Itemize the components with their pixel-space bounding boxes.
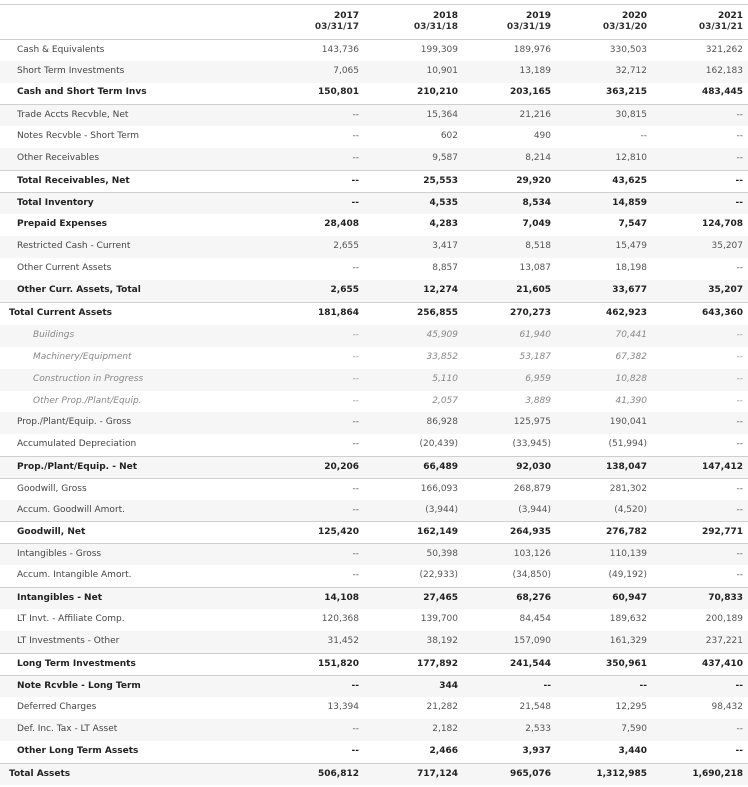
column-year: 2020 [621, 11, 647, 21]
cell-value: 276,782 [606, 527, 647, 537]
cell-value: 965,076 [510, 769, 551, 779]
cell-value: 643,360 [702, 308, 743, 318]
table-row [0, 741, 748, 763]
cell-value: 256,855 [417, 308, 458, 318]
column-header-2018 [358, 11, 458, 33]
cell-value: 50,398 [426, 549, 458, 559]
cell-value: 5,110 [432, 374, 458, 384]
table-row [0, 192, 748, 214]
cell-value: 462,923 [606, 308, 647, 318]
cell-value: 124,708 [702, 219, 743, 229]
cell-value: 125,420 [318, 527, 359, 537]
table-row [0, 434, 748, 456]
table-row [0, 719, 748, 741]
cell-value: 103,126 [513, 549, 551, 559]
cell-value: -- [736, 263, 743, 273]
table-row [0, 40, 748, 62]
cell-value: -- [352, 131, 359, 141]
cell-value: 33,852 [426, 352, 458, 362]
table-row [0, 653, 748, 675]
cell-value: 15,364 [426, 110, 458, 120]
cell-value: 7,065 [333, 66, 359, 76]
cell-value: 13,087 [519, 263, 551, 273]
row-label: Note Rcvble - Long Term [17, 681, 141, 691]
cell-value: -- [352, 374, 359, 384]
cell-value: -- [351, 681, 359, 691]
row-label: Prop./Plant/Equip. - Gross [17, 417, 132, 427]
cell-value: 41,390 [615, 396, 647, 406]
cell-value: (20,439) [419, 439, 458, 449]
cell-value: 61,940 [519, 330, 551, 340]
row-label: Prop./Plant/Equip. - Net [17, 462, 138, 472]
cell-value: 1,690,218 [692, 769, 743, 779]
column-year: 2021 [717, 11, 743, 21]
cell-value: 98,432 [711, 702, 743, 712]
column-date: 03/31/18 [413, 22, 458, 32]
cell-value: -- [543, 681, 551, 691]
cell-value: -- [736, 505, 743, 515]
cell-value: 1,312,985 [596, 769, 647, 779]
cell-value: 29,920 [516, 176, 551, 186]
table-row [0, 104, 748, 126]
row-label: Intangibles - Net [17, 593, 102, 603]
cell-value: (34,850) [512, 570, 551, 580]
cell-value: 506,812 [318, 769, 359, 779]
cell-value: 437,410 [702, 659, 743, 669]
column-header-2017 [259, 11, 359, 33]
table-row [0, 258, 748, 280]
cell-value: 21,282 [426, 702, 458, 712]
cell-value: 292,771 [702, 527, 743, 537]
cell-value: 70,833 [708, 593, 743, 603]
cell-value: 181,864 [318, 308, 359, 318]
row-label: Long Term Investments [17, 659, 136, 669]
cell-value: 4,535 [429, 198, 458, 208]
cell-value: 139,700 [420, 614, 458, 624]
cell-value: -- [735, 176, 743, 186]
cell-value: 32,712 [615, 66, 647, 76]
cell-value: -- [736, 417, 743, 427]
cell-value: 7,547 [618, 219, 647, 229]
cell-value: 8,534 [522, 198, 551, 208]
table-row [0, 236, 748, 258]
row-label: Restricted Cash - Current [17, 241, 131, 251]
cell-value: -- [736, 724, 743, 734]
cell-value: 14,859 [612, 198, 647, 208]
cell-value: (4,520) [614, 505, 647, 515]
cell-value: 20,206 [324, 462, 359, 472]
row-label: Notes Recvble - Short Term [17, 131, 140, 141]
column-date: 03/31/17 [314, 22, 359, 32]
cell-value: 70,441 [615, 330, 647, 340]
column-header-2021 [643, 11, 743, 33]
cell-value: 21,216 [519, 110, 551, 120]
cell-value: -- [736, 396, 743, 406]
table-row [0, 391, 748, 413]
column-header-2019 [451, 11, 551, 33]
row-label: Accumulated Depreciation [17, 439, 137, 449]
cell-value: -- [352, 724, 359, 734]
table-row [0, 456, 748, 478]
cell-value: 189,976 [513, 45, 551, 55]
cell-value: -- [352, 549, 359, 559]
row-label: Cash & Equivalents [17, 45, 105, 55]
cell-value: 30,815 [615, 110, 647, 120]
cell-value: 3,889 [525, 396, 551, 406]
table-row [0, 763, 748, 785]
cell-value: 84,454 [519, 614, 551, 624]
cell-value: 210,210 [417, 87, 458, 97]
cell-value: 8,214 [525, 153, 551, 163]
cell-value: 143,736 [321, 45, 359, 55]
cell-value: -- [735, 681, 743, 691]
cell-value: (33,945) [512, 439, 551, 449]
cell-value: 270,273 [510, 308, 551, 318]
cell-value: -- [351, 176, 359, 186]
cell-value: 86,928 [426, 417, 458, 427]
row-label: Other Curr. Assets, Total [17, 285, 141, 295]
cell-value: 120,368 [321, 614, 359, 624]
cell-value: -- [351, 198, 359, 208]
row-label: Total Inventory [17, 198, 94, 208]
cell-value: 21,548 [519, 702, 551, 712]
row-label: Def. Inc. Tax - LT Asset [17, 724, 118, 734]
column-year: 2019 [525, 11, 551, 21]
cell-value: 125,975 [513, 417, 551, 427]
cell-value: 2,182 [432, 724, 458, 734]
cell-value: -- [736, 352, 743, 362]
row-label: Prepaid Expenses [17, 219, 108, 229]
cell-value: 33,677 [612, 285, 647, 295]
cell-value: 2,057 [432, 396, 458, 406]
cell-value: -- [640, 131, 647, 141]
cell-value: 161,329 [609, 636, 647, 646]
cell-value: 151,820 [318, 659, 359, 669]
row-label: Total Assets [9, 769, 71, 779]
cell-value: -- [352, 439, 359, 449]
cell-value: 7,590 [621, 724, 647, 734]
row-label: Machinery/Equipment [33, 352, 132, 362]
column-year: 2017 [333, 11, 359, 21]
row-label: Total Current Assets [9, 308, 112, 318]
cell-value: 2,533 [525, 724, 551, 734]
row-label: Accum. Intangible Amort. [17, 570, 132, 580]
row-label: Total Receivables, Net [17, 176, 130, 186]
column-date: 03/31/19 [506, 22, 551, 32]
cell-value: 177,892 [417, 659, 458, 669]
table-row [0, 347, 748, 369]
cell-value: 483,445 [702, 87, 743, 97]
cell-value: 10,901 [426, 66, 458, 76]
row-label: Deferred Charges [17, 702, 97, 712]
cell-value: 2,655 [330, 285, 359, 295]
table-row [0, 148, 748, 170]
table-row [0, 412, 748, 434]
cell-value: -- [352, 396, 359, 406]
cell-value: 162,183 [705, 66, 743, 76]
cell-value: -- [639, 681, 647, 691]
cell-value: 10,828 [615, 374, 647, 384]
cell-value: 264,935 [510, 527, 551, 537]
cell-value: 268,879 [513, 484, 551, 494]
row-label: Intangibles - Gross [17, 549, 102, 559]
cell-value: 12,810 [615, 153, 647, 163]
cell-value: -- [736, 153, 743, 163]
table-row [0, 587, 748, 609]
table-row [0, 302, 748, 324]
cell-value: 147,412 [702, 462, 743, 472]
cell-value: 9,587 [432, 153, 458, 163]
row-label: Goodwill, Gross [17, 484, 87, 494]
row-label: Short Term Investments [17, 66, 125, 76]
table-row [0, 61, 748, 83]
cell-value: 2,655 [333, 241, 359, 251]
table-row [0, 631, 748, 653]
row-label: Other Prop./Plant/Equip. [33, 396, 142, 406]
table-row [0, 675, 748, 697]
cell-value: 3,440 [618, 746, 647, 756]
table-row [0, 170, 748, 192]
cell-value: 241,544 [510, 659, 551, 669]
cell-value: (3,944) [518, 505, 551, 515]
cell-value: 18,198 [615, 263, 647, 273]
column-date: 03/31/20 [602, 22, 647, 32]
cell-value: 602 [440, 131, 458, 141]
cell-value: 189,632 [609, 614, 647, 624]
cell-value: -- [352, 484, 359, 494]
cell-value: 35,207 [708, 285, 743, 295]
cell-value: -- [736, 549, 743, 559]
cell-value: -- [736, 439, 743, 449]
cell-value: 7,049 [522, 219, 551, 229]
cell-value: 38,192 [426, 636, 458, 646]
cell-value: 67,382 [615, 352, 647, 362]
cell-value: -- [736, 131, 743, 141]
cell-value: -- [352, 110, 359, 120]
cell-value: 21,605 [516, 285, 551, 295]
cell-value: -- [735, 198, 743, 208]
cell-value: -- [352, 263, 359, 273]
cell-value: 28,408 [324, 219, 359, 229]
cell-value: 3,417 [432, 241, 458, 251]
table-row [0, 609, 748, 631]
cell-value: -- [351, 746, 359, 756]
cell-value: 14,108 [324, 593, 359, 603]
cell-value: 4,283 [429, 219, 458, 229]
cell-value: (22,933) [419, 570, 458, 580]
cell-value: 237,221 [705, 636, 743, 646]
cell-value: 66,489 [423, 462, 458, 472]
row-label: Other Long Term Assets [17, 746, 139, 756]
cell-value: 31,452 [327, 636, 359, 646]
cell-value: 162,149 [417, 527, 458, 537]
cell-value: 490 [533, 131, 551, 141]
cell-value: -- [736, 110, 743, 120]
row-label: Trade Accts Recvble, Net [17, 110, 129, 120]
cell-value: 35,207 [711, 241, 743, 251]
table-row [0, 565, 748, 587]
cell-value: 190,041 [609, 417, 647, 427]
table-row [0, 126, 748, 148]
cell-value: 45,909 [426, 330, 458, 340]
cell-value: -- [352, 153, 359, 163]
row-label: Other Current Assets [17, 263, 112, 273]
cell-value: 330,503 [609, 45, 647, 55]
row-label: Buildings [33, 330, 75, 340]
table-row [0, 521, 748, 543]
cell-value: -- [736, 374, 743, 384]
row-label: LT Invt. - Affiliate Comp. [17, 614, 125, 624]
row-label: Other Receivables [17, 153, 100, 163]
row-label: Accum. Goodwill Amort. [17, 505, 126, 515]
cell-value: 203,165 [510, 87, 551, 97]
cell-value: 363,215 [606, 87, 647, 97]
cell-value: -- [736, 484, 743, 494]
table-row [0, 214, 748, 236]
cell-value: -- [352, 417, 359, 427]
cell-value: 60,947 [612, 593, 647, 603]
table-row [0, 325, 748, 347]
cell-value: -- [736, 330, 743, 340]
table-row [0, 369, 748, 391]
cell-value: (3,944) [425, 505, 458, 515]
cell-value: 2,466 [429, 746, 458, 756]
cell-value: 110,139 [609, 549, 647, 559]
row-label: Construction in Progress [33, 374, 144, 384]
cell-value: 13,189 [519, 66, 551, 76]
cell-value: 717,124 [417, 769, 458, 779]
table-row [0, 478, 748, 500]
cell-value: 27,465 [423, 593, 458, 603]
cell-value: -- [352, 330, 359, 340]
table-row [0, 82, 748, 104]
column-year: 2018 [432, 11, 458, 21]
cell-value: 3,937 [522, 746, 551, 756]
table-row [0, 543, 748, 565]
cell-value: 12,295 [615, 702, 647, 712]
cell-value: -- [735, 746, 743, 756]
cell-value: 350,961 [606, 659, 647, 669]
column-date: 03/31/21 [698, 22, 743, 32]
cell-value: -- [736, 570, 743, 580]
column-header-2020 [547, 11, 647, 33]
cell-value: 138,047 [606, 462, 647, 472]
cell-value: 53,187 [519, 352, 551, 362]
cell-value: 12,274 [423, 285, 458, 295]
table-header [0, 4, 748, 40]
cell-value: 68,276 [516, 593, 551, 603]
row-label: Goodwill, Net [17, 527, 86, 537]
cell-value: 15,479 [615, 241, 647, 251]
cell-value: 43,625 [612, 176, 647, 186]
cell-value: -- [352, 505, 359, 515]
cell-value: 166,093 [420, 484, 458, 494]
cell-value: 281,302 [609, 484, 647, 494]
cell-value: 13,394 [327, 702, 359, 712]
cell-value: 199,309 [420, 45, 458, 55]
cell-value: 25,553 [423, 176, 458, 186]
cell-value: 8,857 [432, 263, 458, 273]
table-row [0, 280, 748, 302]
cell-value: 344 [439, 681, 458, 691]
row-label: Cash and Short Term Invs [17, 87, 147, 97]
cell-value: 6,959 [525, 374, 551, 384]
cell-value: 150,801 [318, 87, 359, 97]
cell-value: (51,994) [608, 439, 647, 449]
cell-value: 157,090 [513, 636, 551, 646]
cell-value: -- [352, 570, 359, 580]
cell-value: 200,189 [705, 614, 743, 624]
table-row [0, 500, 748, 522]
cell-value: 8,518 [525, 241, 551, 251]
cell-value: -- [352, 352, 359, 362]
cell-value: 321,262 [705, 45, 743, 55]
row-label: LT Investments - Other [17, 636, 120, 646]
table-row [0, 697, 748, 719]
cell-value: (49,192) [608, 570, 647, 580]
cell-value: 92,030 [516, 462, 551, 472]
